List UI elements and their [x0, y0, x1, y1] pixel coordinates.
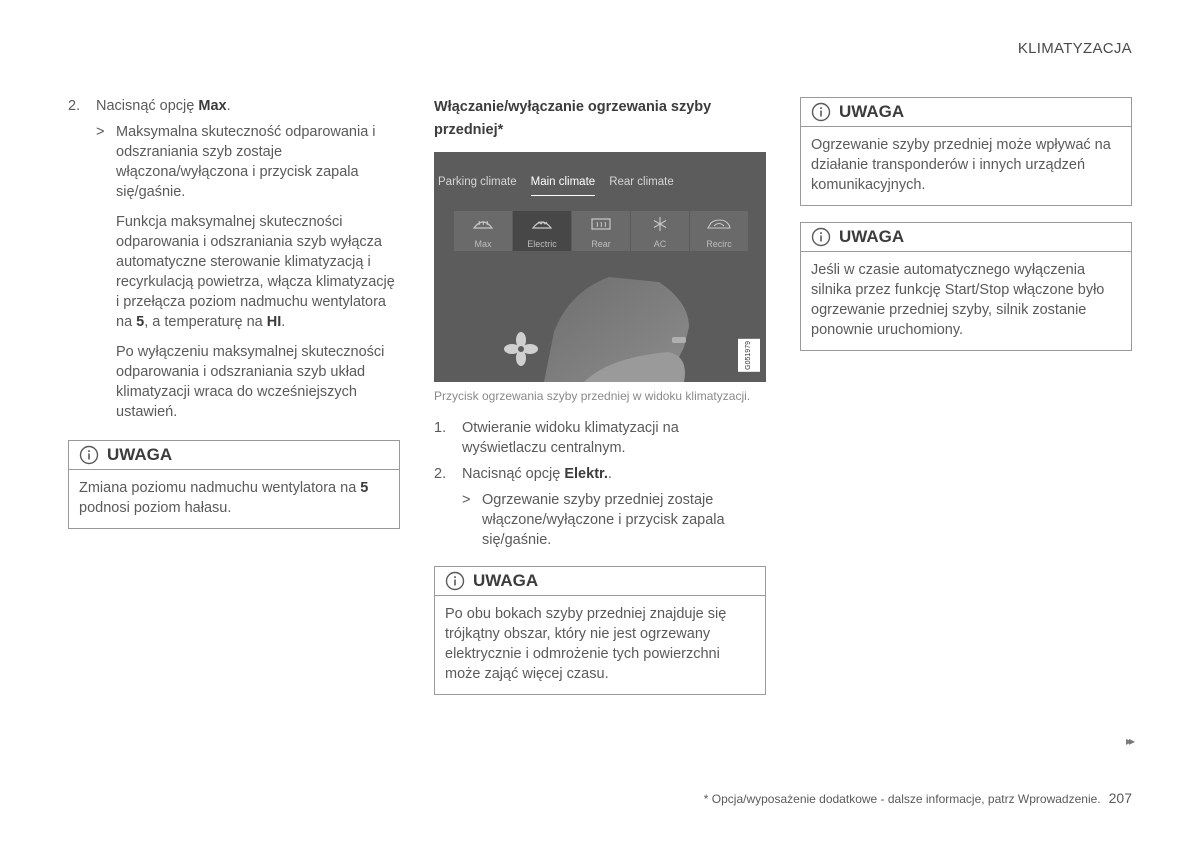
- step-text-pre: Nacisnąć opcję: [96, 98, 199, 114]
- step-result: [462, 490, 766, 550]
- button-label: Rear: [591, 239, 611, 249]
- step-text: Otwieranie widoku klimatyzacji na wyświetlaczu centralnym.: [462, 420, 679, 456]
- step-text: [462, 464, 766, 484]
- step-number: 2.: [434, 466, 447, 482]
- step-number: 1.: [434, 420, 447, 436]
- note-text: Zmiana poziomu nadmuchu wentylatora na: [79, 480, 361, 496]
- note-title: UWAGA: [839, 227, 905, 246]
- fan-level-value: 5: [136, 314, 145, 330]
- note-box: [800, 222, 1132, 351]
- step-2: [68, 96, 400, 116]
- figure-id: G051979: [738, 339, 760, 372]
- step-result: [96, 122, 400, 202]
- result-text: Ogrzewanie szyby przedniej zostaje włączone/wyłączone i przycisk zapala się/gaśnie.: [482, 492, 725, 548]
- seat-illustration: [434, 152, 766, 382]
- step-text: [96, 96, 400, 116]
- result-marker: >: [96, 124, 105, 140]
- note-title: UWAGA: [839, 102, 905, 121]
- section-header: KLIMATYZACJA: [1017, 40, 1132, 57]
- footer: [704, 790, 1132, 806]
- note-box: [800, 97, 1132, 206]
- note-box: [434, 566, 766, 695]
- info-icon: [445, 571, 465, 591]
- step-text-post: .: [226, 98, 231, 114]
- column-right: [800, 97, 1132, 367]
- footnote: * Opcja/wyposażenie dodatkowe - dalsze informacje, patrz Wprowadzenie.: [703, 792, 1101, 806]
- info-icon: [811, 102, 831, 122]
- fan-icon: [504, 332, 538, 366]
- step-text-pre: Nacisnąć opcję: [462, 466, 565, 482]
- note-header: [801, 223, 1131, 252]
- note-text: podnosi poziom hałasu.: [79, 500, 232, 516]
- note-body: Ogrzewanie szyby przedniej może wpływać na działanie transponderów i innych urządzeń komunikacyjnych.: [811, 137, 1111, 193]
- tab-main-climate[interactable]: Main climate: [531, 172, 596, 196]
- electric-option-label: Elektr.: [564, 466, 608, 482]
- climate-screen-illustration: [434, 152, 766, 382]
- step-1: [434, 418, 766, 458]
- para-text: Funkcja maksymalnej skuteczności odparowania i odszraniania szyb wyłącza automatyczne sterowanie klimatyzacją i recyrkulacją powietrza, włącza klimatyzację i przełącza poziom nadmuchu wentylatora na: [116, 214, 395, 330]
- info-icon: [79, 445, 99, 465]
- tab-rear-climate[interactable]: Rear climate: [609, 176, 674, 188]
- note-box: [68, 440, 400, 529]
- note-title: UWAGA: [107, 445, 173, 464]
- note-body: [69, 470, 399, 528]
- button-label: Electric: [527, 239, 557, 249]
- button-label: Max: [474, 239, 492, 249]
- step-text-post: .: [607, 466, 612, 482]
- column-left: [68, 96, 400, 545]
- step-number: 2.: [68, 98, 81, 114]
- note-header: [435, 567, 765, 596]
- fan-level-value: 5: [360, 480, 369, 496]
- max-option-label: Max: [198, 98, 227, 114]
- paragraph-max-function: [116, 212, 400, 332]
- figure-caption: Przycisk ogrzewania szyby przedniej w widoku klimatyzacji.: [434, 389, 751, 403]
- button-label: Recirc: [706, 239, 732, 249]
- note-title: UWAGA: [473, 571, 539, 590]
- info-icon: [811, 227, 831, 247]
- section-title: Włączanie/wyłączanie ogrzewania szyby przedniej*: [434, 99, 712, 138]
- result-text: Maksymalna skuteczność odparowania i odszraniania szyb zostaje włączona/wyłączona i przycisk zapala się/gaśnie.: [116, 124, 376, 200]
- column-middle: [434, 96, 766, 711]
- note-header: [801, 98, 1131, 127]
- note-body: Po obu bokach szyby przedniej znajduje się trójkątny obszar, który nie jest ogrzewany elektrycznie i odmrożenie tych powierzchni może zająć więcej czasu.: [445, 606, 727, 682]
- tab-parking-climate[interactable]: Parking climate: [438, 176, 517, 188]
- note-header: [69, 441, 399, 470]
- result-marker: >: [462, 492, 471, 508]
- step-2: [434, 464, 766, 484]
- para-text: .: [281, 314, 286, 330]
- button-label: AC: [653, 239, 667, 249]
- page-number: 207: [1108, 790, 1132, 806]
- temperature-value: HI: [266, 314, 282, 330]
- continue-indicator-icon: ▸▸: [1125, 734, 1132, 748]
- paragraph-after-off: Po wyłączeniu maksymalnej skuteczności odparowania i odszraniania szyb układ klimatyzacji wraca do wcześniejszych ustawień.: [116, 344, 385, 420]
- para-text: , a temperaturę na: [144, 314, 267, 330]
- note-body: Jeśli w czasie automatycznego wyłączenia silnika przez funkcję Start/Stop włączone było ogrzewanie przedniej szyby, silnik zostanie ponownie uruchomiony.: [811, 262, 1105, 338]
